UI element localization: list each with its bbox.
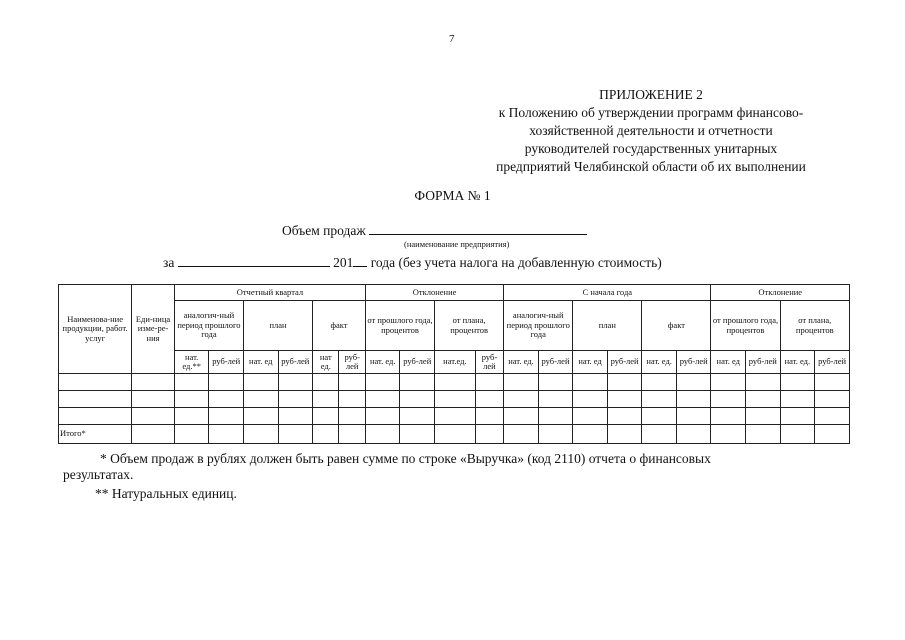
year-blank[interactable]	[353, 254, 367, 267]
period-line	[163, 254, 662, 271]
unit-header: нат ед.	[313, 351, 339, 374]
header-product: Наименова-ние продукции, работ. услуг	[59, 285, 132, 374]
header-similar-period-y: аналогич-ный период прошлого года	[504, 301, 573, 351]
header-deviation-year: Отклонение	[711, 285, 850, 301]
appendix-line-2: к Положению об утверждении программ финансово-	[498, 105, 804, 120]
period-blank[interactable]	[178, 254, 330, 267]
table-row	[59, 408, 850, 425]
appendix-heading	[461, 86, 841, 176]
header-plan-q: план	[243, 301, 312, 351]
appendix-line-3: хозяйственной деятельности и отчетности	[529, 123, 773, 138]
header-since-year-start: С начала года	[504, 285, 711, 301]
header-fact-q: факт	[313, 301, 366, 351]
sales-label: Объем продаж	[282, 223, 366, 238]
header-fact-y: факт	[642, 301, 711, 351]
appendix-line-1: ПРИЛОЖЕНИЕ 2	[599, 87, 703, 102]
unit-header: нат. ед.**	[174, 351, 209, 374]
period-prefix: за	[163, 255, 175, 270]
unit-header: нат. ед.	[504, 351, 539, 374]
unit-header: руб-лей	[746, 351, 781, 374]
unit-header: руб-лей	[538, 351, 573, 374]
header-from-last-year-q: от прошлого года, процентов	[365, 301, 434, 351]
header-unit: Еди-ница изме-ре-ния	[132, 285, 175, 374]
unit-header: руб-лей	[475, 351, 504, 374]
table-row	[59, 374, 850, 391]
unit-header: нат. ед.	[365, 351, 400, 374]
appendix-line-4: руководителей государственных унитарных	[524, 141, 778, 156]
header-from-last-year-y: от прошлого года, процентов	[711, 301, 780, 351]
sales-form-table	[58, 284, 850, 444]
unit-header: руб-лей	[607, 351, 642, 374]
total-label: Итого*	[59, 425, 132, 444]
footnote-revenue-cont: результатах.	[63, 467, 134, 482]
footnote-revenue: * Объем продаж в рублях должен быть равен сумме по строке «Выручка» (код 2110) отчета о финансовых	[100, 451, 711, 466]
header-deviation-quarter: Отклонение	[365, 285, 503, 301]
unit-header: нат. ед.	[780, 351, 815, 374]
header-similar-period-q: аналогич-ный период прошлого года	[174, 301, 243, 351]
enterprise-name-hint: (наименование предприятия)	[404, 239, 510, 249]
table-row	[59, 391, 850, 408]
sales-line	[282, 222, 587, 239]
total-row	[59, 425, 850, 444]
unit-header: руб-лей	[676, 351, 711, 374]
header-reporting-quarter: Отчетный квартал	[174, 285, 365, 301]
unit-header: нат.ед.	[435, 351, 476, 374]
page-number: 7	[449, 33, 455, 45]
unit-header: нат. ед	[573, 351, 608, 374]
unit-header: руб-лей	[339, 351, 365, 374]
unit-header: нат. ед	[243, 351, 278, 374]
enterprise-name-blank[interactable]	[369, 222, 587, 235]
form-title: ФОРМА № 1	[414, 188, 491, 203]
header-from-plan-y: от плана, процентов	[780, 301, 849, 351]
unit-header: нат. ед.	[642, 351, 677, 374]
footnote-natural-units: ** Натуральных единиц.	[95, 486, 237, 501]
header-from-plan-q: от плана, процентов	[435, 301, 504, 351]
unit-header: руб-лей	[815, 351, 850, 374]
year-prefix: 201	[333, 255, 354, 270]
period-suffix: года (без учета налога на добавленную стоимость)	[370, 255, 662, 270]
appendix-line-5: предприятий Челябинской области об их выполнении	[496, 159, 806, 174]
unit-header: руб-лей	[400, 351, 435, 374]
header-plan-y: план	[573, 301, 642, 351]
unit-header: руб-лей	[278, 351, 313, 374]
unit-header: руб-лей	[209, 351, 244, 374]
unit-header: нат. ед	[711, 351, 746, 374]
